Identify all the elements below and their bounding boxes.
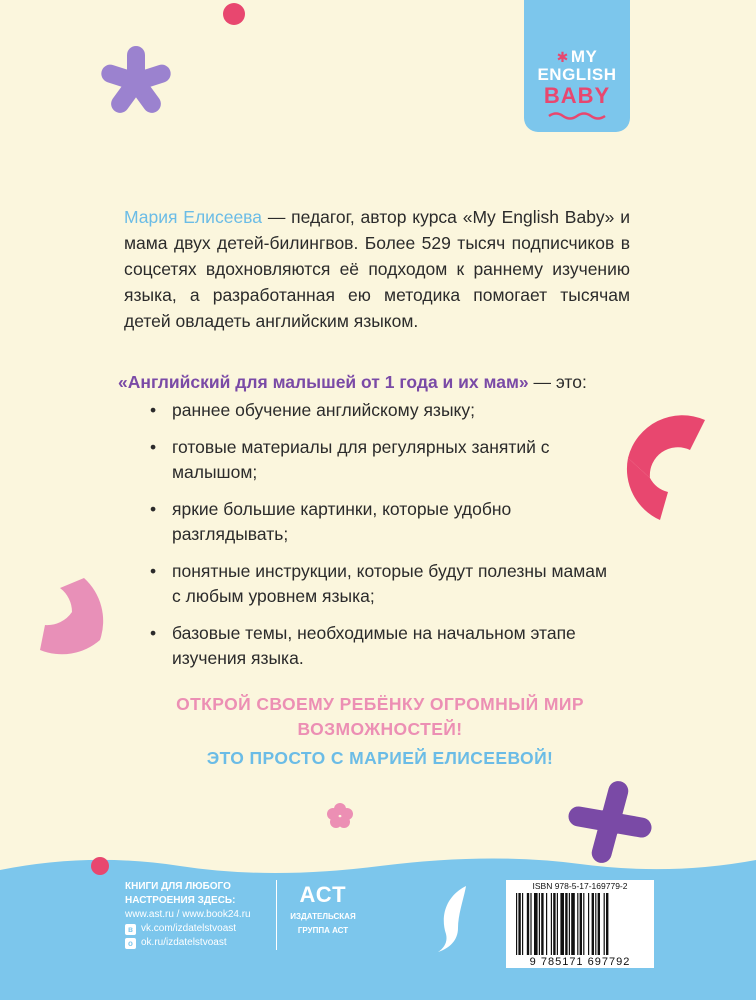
- barcode-bars: [516, 893, 644, 955]
- series-badge: [524, 0, 630, 132]
- slogan-primary: ОТКРОЙ СВОЕМУ РЕБЁНКУ ОГРОМНЫЙ МИР ВОЗМОЖНОСТЕЙ!: [176, 694, 584, 739]
- book-title: «Английский для малышей от 1 года и их мам»: [118, 372, 529, 392]
- pink-dot-top: [223, 3, 245, 25]
- pink-dot-bottom: [91, 857, 109, 875]
- publisher-caption-2: ГРУППА АСТ: [297, 926, 349, 935]
- barcode: [506, 880, 654, 968]
- pink-arc-left: [40, 578, 103, 654]
- badge-line-1: MY: [570, 47, 598, 66]
- bio-text: — педагог, автор курса «My English Baby» и мама двух детей-билингвов. Более 529 тысяч подписчиков в соцсетях вдохновляются её подходом к раннему изучению языка, а разработанная ею методика помогает тысячам детей овладеть английским языком.: [124, 207, 630, 331]
- footer-heading-1: КНИГИ ДЛЯ ЛЮБОГО: [125, 881, 231, 892]
- purple-asterisk-top: [99, 46, 173, 116]
- author-name: Мария Елисеева: [124, 207, 263, 227]
- publisher-logo: [286, 882, 360, 936]
- wave-underline-icon: [547, 111, 607, 121]
- author-bio: [124, 204, 630, 334]
- footer-sites[interactable]: www.ast.ru / www.book24.ru: [125, 909, 251, 920]
- badge-line-2: ENGLISH: [537, 65, 617, 84]
- footer-divider: [276, 880, 277, 950]
- badge-line-3: BABY: [543, 83, 611, 108]
- vk-icon: в: [125, 924, 136, 935]
- barcode-digits: 9 785171 697792: [529, 956, 631, 968]
- lead-suffix: — это:: [528, 372, 587, 392]
- publisher-logo-text: АСТ: [299, 882, 347, 907]
- list-item: • раннее обучение английскому языку;: [150, 398, 620, 423]
- list-item: • базовые темы, необходимые на начальном этапе изучения языка.: [150, 621, 620, 671]
- footer-links: [125, 880, 251, 950]
- feature-list: [150, 398, 620, 683]
- footer-heading-2: НАСТРОЕНИЯ ЗДЕСЬ:: [125, 895, 236, 906]
- pink-flower: [327, 803, 353, 828]
- list-item: • понятные инструкции, которые будут полезны мамам с любым уровнем языка;: [150, 559, 620, 609]
- slogan-secondary: ЭТО ПРОСТО С МАРИЕЙ ЕЛИСЕЕВОЙ!: [206, 748, 554, 768]
- purple-asterisk-bottom: [567, 779, 653, 865]
- footer-ok-link[interactable]: ok.ru/izdatelstvoast: [141, 937, 227, 948]
- book-lead: [118, 370, 678, 394]
- publisher-caption-1: ИЗДАТЕЛЬСКАЯ: [290, 912, 356, 921]
- asterisk-icon: ✱: [556, 49, 569, 65]
- ok-icon: о: [125, 938, 136, 949]
- list-item: • яркие большие картинки, которые удобно разглядывать;: [150, 497, 620, 547]
- list-item: • готовые материалы для регулярных занятий с малышом;: [150, 435, 620, 485]
- isbn-text: ISBN 978-5-17-169779-2: [532, 881, 628, 891]
- footer-vk-link[interactable]: vk.com/izdatelstvoast: [141, 923, 237, 934]
- feather-logo-icon: [436, 884, 472, 954]
